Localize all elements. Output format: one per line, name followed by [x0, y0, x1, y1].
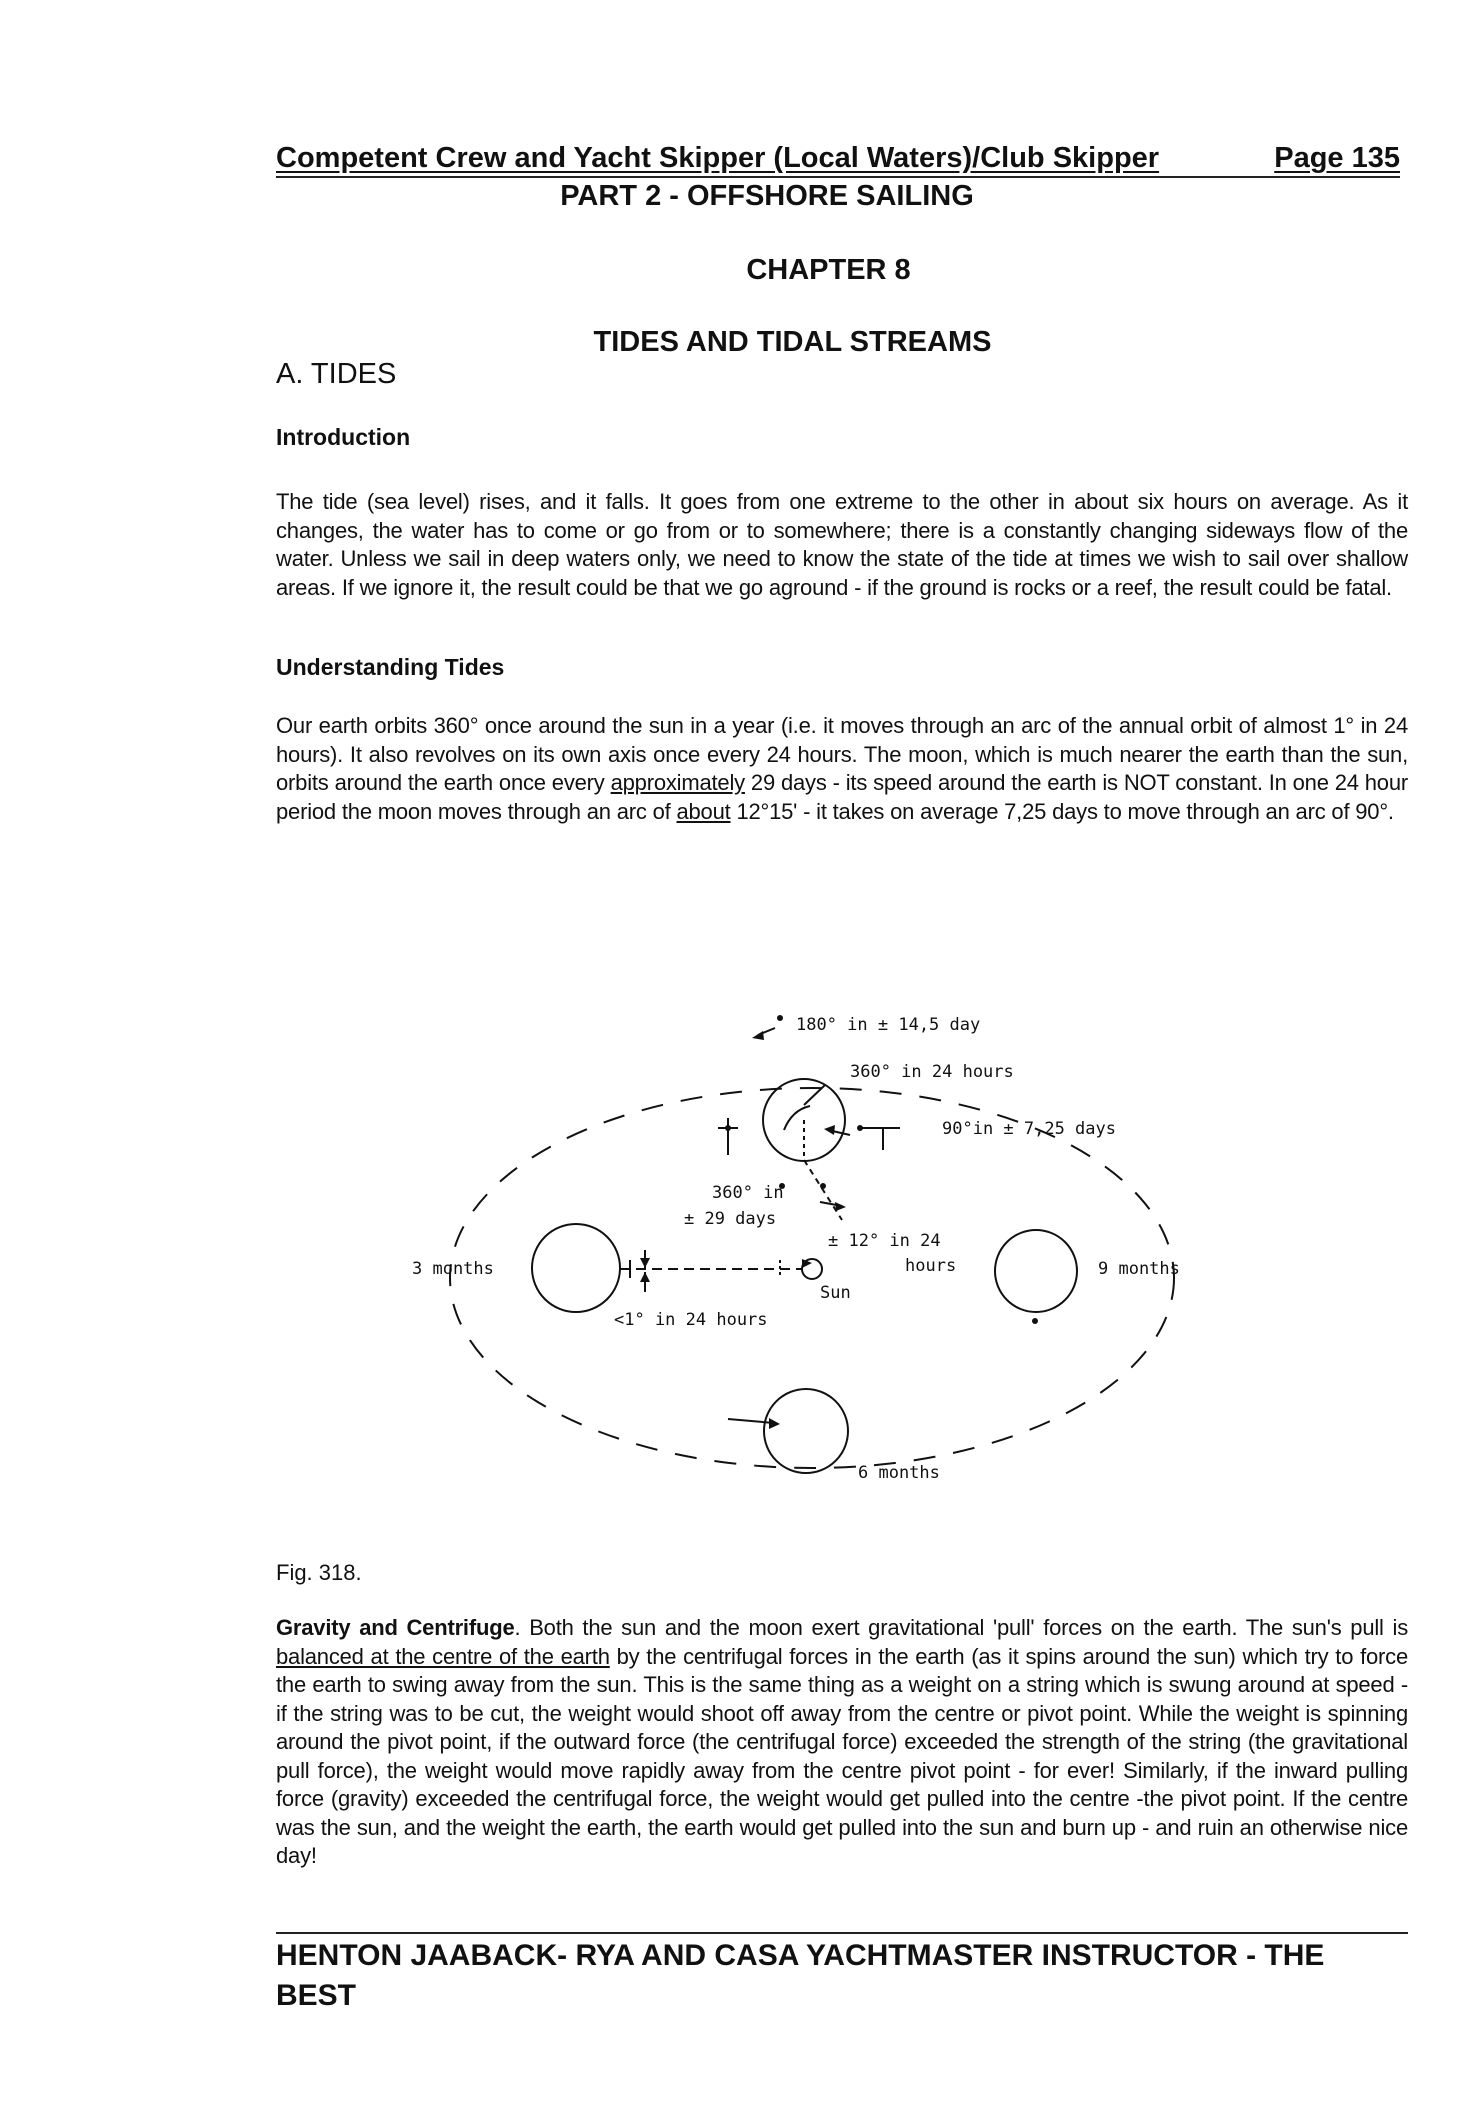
introduction-paragraph: The tide (sea level) rises, and it falls. It goes from one extreme to the other in about six hours on average. As it changes, the water has to come or go from or to somewhere; there is a constantly changing sideways flow of the water. Unless we sail in deep waters only, we need to know the state of the tide at times we wish to sail over shallow areas. If we ignore it, the result could be that we go aground - if the ground is rocks or a reef, the result could be fatal.	[276, 489, 1408, 600]
underlined-approximately: approximately	[610, 770, 745, 795]
label-earth-360: 360° in 24 hours	[850, 1062, 1014, 1082]
gravity-paragraph: Gravity and Centrifuge. Both the sun and the moon exert gravitational 'pull' forces on the earth. The sun's pull is balanced at the centre of the earth by the centrifugal forces in the earth (as it spins around the sun) which try to force the earth to swing away from the sun. This is the same thing as a weight on a string which is swung around at speed - if the string was to be cut, the weight would shoot off away from the centre or pivot point. While the weight is spinning around the pivot point, if the outward force (the centrifugal force) exceeded the strength of the string (the gravitational pull force), the weight would move rapidly away from the centre pivot point - for ever! Similarly, if the inward pulling force (gravity) exceeded the centrifugal force, the weight would get pulled into the centre -the pivot point. If the centre was the sun, and the weight the earth, the earth would get pulled into the sun and burn up - and ruin an otherwise nice day!	[276, 1615, 1408, 1868]
page-footer: HENTON JAABACK- RYA AND CASA YACHTMASTER INSTRUCTOR - THE BEST	[276, 1932, 1408, 2016]
label-moon-12-a: ± 12° in 24	[828, 1231, 941, 1251]
introduction-heading: Introduction	[276, 424, 411, 450]
earth-6-months	[764, 1389, 848, 1473]
part-heading: PART 2 - OFFSHORE SAILING	[560, 180, 974, 212]
understanding-heading: Understanding Tides	[276, 654, 505, 680]
label-moon-12-b: hours	[905, 1256, 957, 1276]
orbit-diagram	[380, 1010, 1240, 1500]
chapter-heading: CHAPTER 8	[746, 254, 911, 286]
underlined-about: about	[676, 798, 731, 824]
section-heading: A. TIDES	[276, 358, 397, 390]
chapter-title: TIDES AND TIDAL STREAMS	[593, 326, 992, 358]
label-orbit-1: <1° in 24 hours	[614, 1310, 768, 1330]
understanding-paragraph: Our earth orbits 360° once around the sun in a year (i.e. it moves through an arc of the annual orbit of almost 1° in 24 hours). It also revolves on its own axis once every 24 hours. The moon, which is much nearer the earth than the sun, orbits around the earth once every approximately 29 days - its speed around the earth is NOT constant. In one 24 hour period the moon moves through an arc of about 12°15' - it takes on average 7,25 days to move through an arc of 90°.	[276, 713, 1408, 824]
earth-3-months	[532, 1224, 620, 1312]
label-moon-180: 180° in ± 14,5 day	[796, 1015, 981, 1035]
label-sun: Sun	[820, 1283, 851, 1303]
label-moon-90: 90°in ± 7,25 days	[942, 1119, 1116, 1139]
figure-caption: Fig. 318.	[276, 1560, 362, 1585]
label-moon-360-a: 360° in	[712, 1183, 784, 1203]
earth-9-months	[995, 1230, 1077, 1312]
label-3-months: 3 months	[412, 1259, 494, 1279]
underlined-balanced: balanced at the centre of the earth	[276, 1643, 610, 1669]
label-moon-360-b: ± 29 days	[684, 1209, 777, 1229]
label-9-months: 9 months	[1098, 1259, 1180, 1279]
page-number: Page 135	[1274, 142, 1400, 174]
gravity-heading: Gravity and Centrifuge	[276, 1615, 515, 1640]
label-6-months: 6 months	[858, 1463, 940, 1483]
book-title: Competent Crew and Yacht Skipper (Local Waters)/Club Skipper	[276, 142, 1160, 174]
running-header	[276, 140, 1400, 178]
